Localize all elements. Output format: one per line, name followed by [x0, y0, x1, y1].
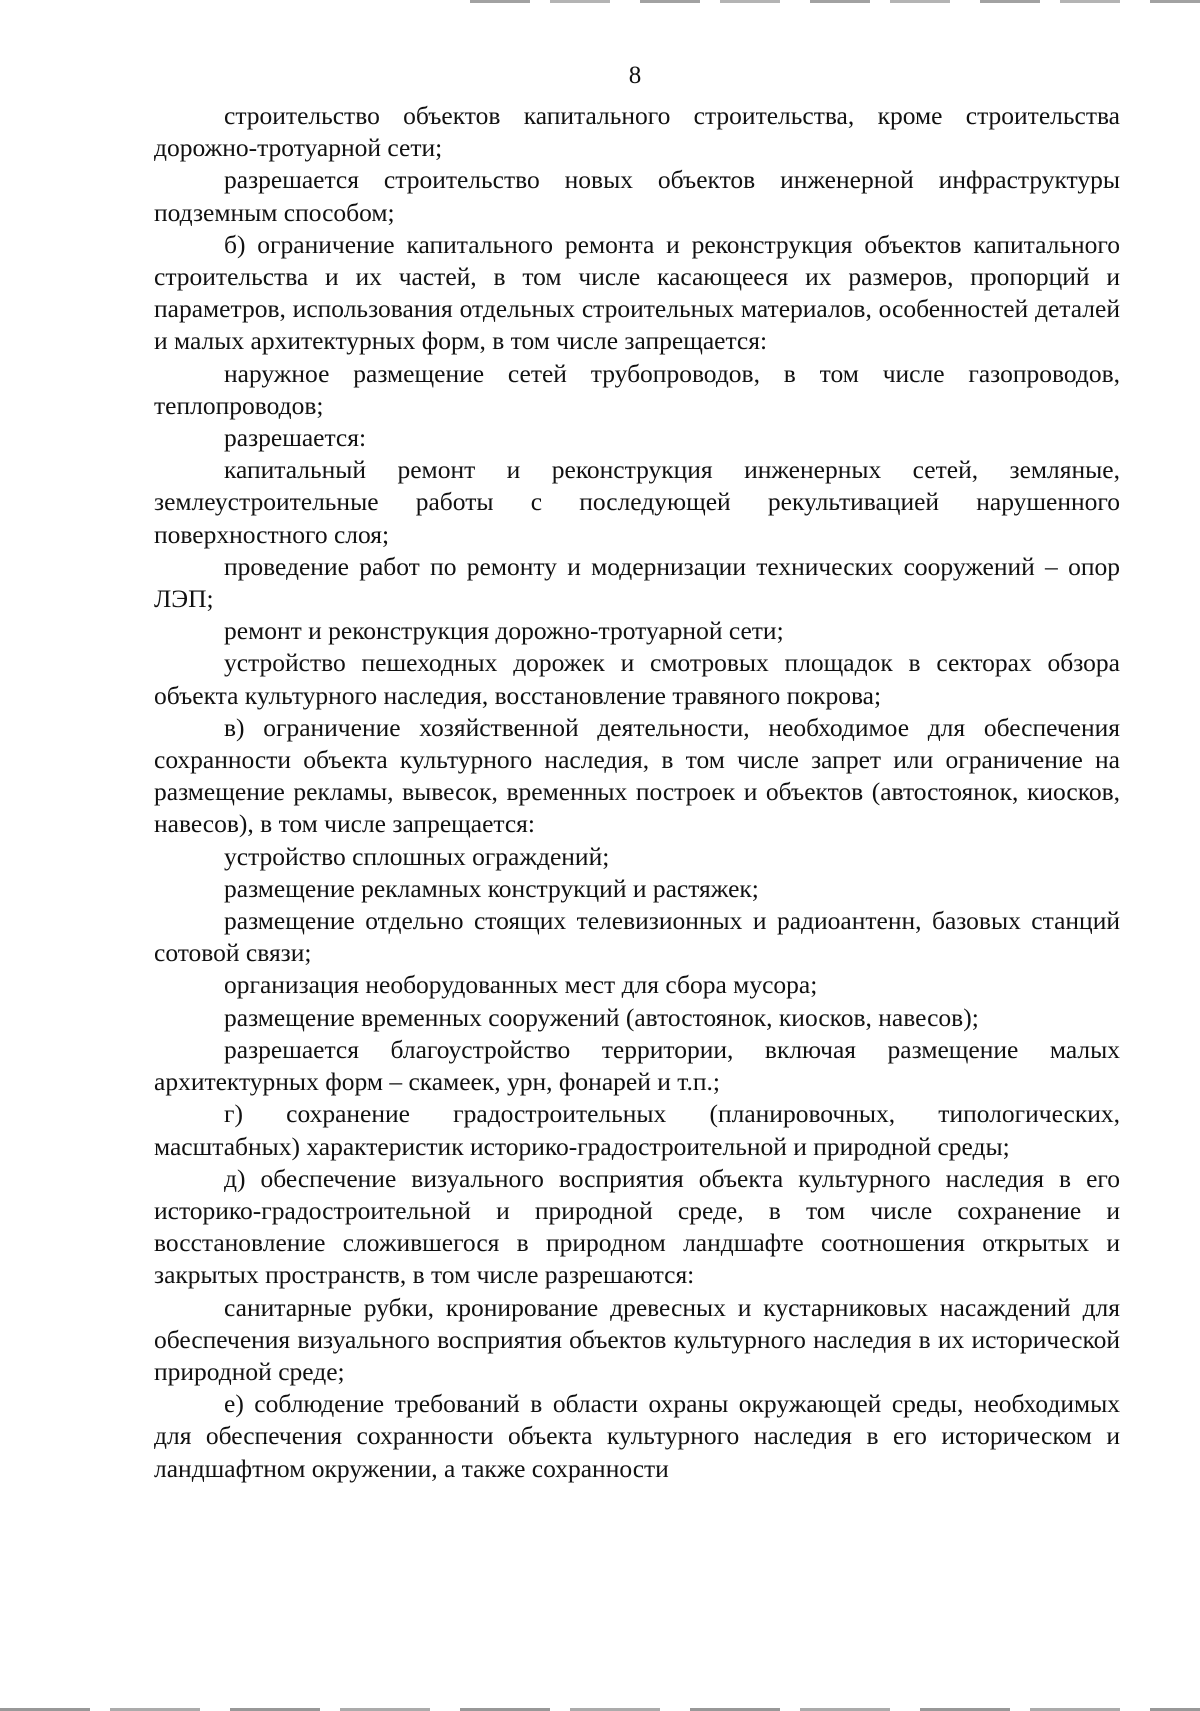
paragraph: устройство сплошных ограждений;: [224, 841, 610, 871]
paragraph: строительство объектов капитального строительства, кроме строительства дорожно-тротуарной сети;: [154, 101, 1120, 163]
page-number: 8: [628, 62, 642, 89]
paragraph: размещение отдельно стоящих телевизионных и радиоантенн, базовых станций сотовой связи;: [154, 906, 1120, 968]
paragraph: в) ограничение хозяйственной деятельности, необходимое для обеспечения сохранности объекта культурного наследия, в том числе запрет или ограничение на размещение рекламы, вывесок, временных построек и объектов (автостоянок, киосков, навесов), в том числе запрещается:: [154, 712, 1120, 839]
paragraph: капитальный ремонт и реконструкция инженерных сетей, земляные, землеустроительные работы с последующей рекультивацией нарушенного поверхностного слоя;: [154, 455, 1120, 549]
paragraph: разрешается:: [224, 423, 367, 453]
paragraph: размещение рекламных конструкций и растяжек;: [224, 873, 759, 903]
paragraph: б) ограничение капитального ремонта и реконструкция объектов капитального строительства и их частей, в том числе касающееся их размеров, пропорций и параметров, использования отдельных строительных материалов, особенностей деталей и малых архитектурных форм, в том числе запрещается:: [154, 229, 1120, 356]
paragraph: организация необорудованных мест для сбора мусора;: [224, 970, 818, 1000]
paragraph: размещение временных сооружений (автостоянок, киосков, навесов);: [224, 1002, 979, 1032]
scan-edge-top: [470, 0, 1200, 3]
paragraph: проведение работ по ремонту и модернизации технических сооружений – опор ЛЭП;: [154, 551, 1120, 614]
paragraph: устройство пешеходных дорожек и смотровых площадок в секторах обзора объекта культурного наследия, восстановление травяного покрова;: [154, 648, 1120, 710]
paragraph: ремонт и реконструкция дорожно-тротуарной сети;: [224, 616, 784, 646]
paragraph: санитарные рубки, кронирование древесных и кустарниковых насаждений для обеспечения визуального восприятия объектов культурного наследия в их исторической природной среде;: [154, 1292, 1120, 1386]
paragraph: наружное размещение сетей трубопроводов, в том числе газопроводов, теплопроводов;: [154, 358, 1120, 420]
paragraph: разрешается благоустройство территории, включая размещение малых архитектурных форм – скамеек, урн, фонарей и т.п.;: [154, 1034, 1120, 1097]
paragraph: д) обеспечение визуального восприятия объекта культурного наследия в его историко-градостроительной и природной среде, в том числе сохранение и восстановление сложившегося в природном ландшафте соотношения открытых и закрытых пространств, в том числе разрешаются:: [154, 1163, 1120, 1290]
paragraph: е) соблюдение требований в области охраны окружающей среды, необходимых для обеспечения сохранности объекта культурного наследия в его историческом и ландшафтном окружении, а также сохранности: [154, 1389, 1120, 1483]
paragraph: г) сохранение градостроительных (планировочных, типологических, масштабных) характеристик историко-градостроительной и природной среды;: [154, 1099, 1120, 1161]
paragraph: разрешается строительство новых объектов инженерной инфраструктуры подземным способом;: [154, 165, 1120, 227]
document-body: [154, 100, 1120, 1485]
